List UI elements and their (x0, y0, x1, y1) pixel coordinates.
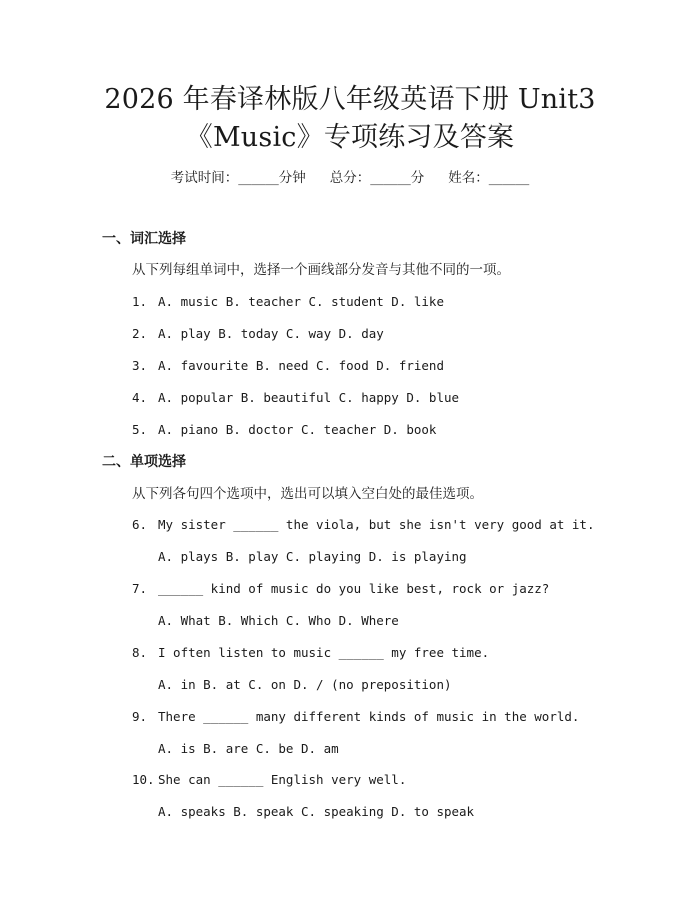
question-options: A. in B. at C. on D. / (no preposition) (158, 677, 452, 692)
question-text: A. play B. today C. way D. day (158, 326, 384, 341)
question-text: She can ______ English very well. (158, 772, 407, 787)
question-options: A. is B. are C. be D. am (158, 741, 339, 756)
question-text: A. popular B. beautiful C. happy D. blue (158, 390, 460, 405)
question-item (132, 324, 384, 344)
question-number: 5. (132, 422, 148, 437)
question-number: 2. (132, 326, 148, 341)
question-text: My sister ______ the viola, but she isn't very good at it. (158, 517, 595, 532)
question-number: 7. (132, 581, 148, 596)
exam-info-row (0, 168, 700, 188)
student-name-field: 姓名：______ (448, 170, 530, 186)
question-number: 10. (132, 772, 155, 787)
section-heading-vocabulary: 一、词汇选择 (102, 231, 186, 247)
question-text: ______ kind of music do you like best, rock or jazz? (158, 581, 550, 596)
question-item (132, 515, 595, 535)
question-item (132, 770, 406, 790)
question-item (132, 707, 579, 727)
question-item (132, 420, 436, 440)
question-number: 1. (132, 294, 148, 309)
question-item (132, 356, 444, 376)
section-instruction-single-choice: 从下列各句四个选项中，选出可以填入空白处的最佳选项。 (132, 486, 483, 502)
document-title-line-1: 2026 年春译林版八年级英语下册 Unit3 (104, 84, 596, 115)
section-instruction-vocabulary: 从下列每组单词中，选择一个画线部分发音与其他不同的一项。 (132, 262, 510, 278)
question-item (132, 643, 489, 663)
question-item (132, 388, 459, 408)
question-item (132, 292, 444, 312)
question-text: A. music B. teacher C. student D. like (158, 294, 444, 309)
question-options: A. What B. Which C. Who D. Where (158, 613, 399, 628)
question-text: There ______ many different kinds of music in the world. (158, 709, 580, 724)
question-number: 8. (132, 645, 148, 660)
question-text: A. favourite B. need C. food D. friend (158, 358, 444, 373)
question-number: 3. (132, 358, 148, 373)
document-title-line-2: 《Music》专项练习及答案 (185, 122, 515, 153)
question-options: A. speaks B. speak C. speaking D. to speak (158, 804, 475, 819)
question-number: 6. (132, 517, 148, 532)
question-text: I often listen to music ______ my free time. (158, 645, 490, 660)
question-options: A. plays B. play C. playing D. is playing (158, 549, 467, 564)
question-item (132, 579, 549, 599)
question-number: 9. (132, 709, 148, 724)
question-text: A. piano B. doctor C. teacher D. book (158, 422, 437, 437)
question-number: 4. (132, 390, 148, 405)
section-heading-single-choice: 二、单项选择 (102, 454, 186, 470)
exam-time-field: 考试时间：______分钟 (170, 170, 306, 186)
total-score-field: 总分：______分 (329, 170, 425, 186)
